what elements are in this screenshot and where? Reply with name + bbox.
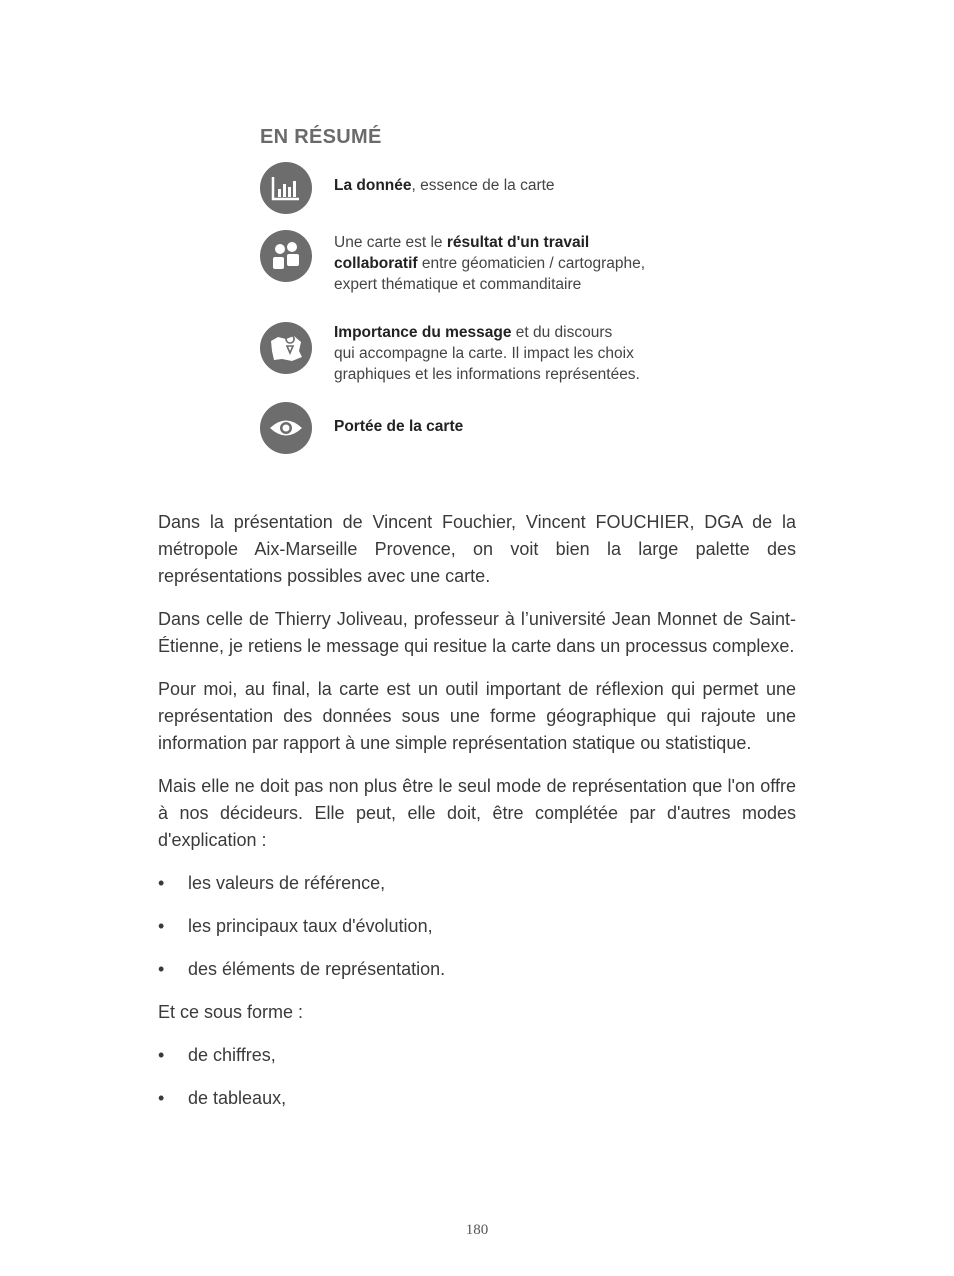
list-item	[158, 913, 796, 940]
summary-bold: résultat d'un travail	[446, 234, 590, 251]
summary-text: graphiques et les informations représentées.	[334, 366, 640, 383]
paragraph: Pour moi, au final, la carte est un outil important de réflexion qui permet une représentation des données sous une forme géographique qui rajoute une information par rapport à une simple représentation statique ou statistique.	[158, 679, 796, 753]
paragraph: Et ce sous forme :	[158, 1002, 304, 1022]
summary-text: entre géomaticien / cartographe,	[417, 255, 646, 272]
summary-bold: Importance du message	[334, 324, 512, 341]
list-item-text: des éléments de représentation.	[188, 959, 446, 979]
list-item	[158, 956, 796, 983]
bullet-icon: •	[158, 873, 165, 893]
collaboration-icon	[260, 230, 312, 282]
summary-bold: La donnée	[334, 177, 412, 194]
paragraph: Dans celle de Thierry Joliveau, professeur à l’université Jean Monnet de Saint-Étienne, je retiens le message qui resitue la carte dans un processus complexe.	[158, 609, 796, 656]
list-item-text: de chiffres,	[188, 1045, 276, 1065]
summary-text: expert thématique et commanditaire	[334, 276, 582, 293]
list-item	[158, 1042, 796, 1069]
summary-box	[258, 126, 698, 435]
summary-item-scope	[260, 402, 464, 454]
summary-text: et du discours	[511, 324, 613, 341]
eye-icon	[260, 402, 312, 454]
bullet-icon: •	[158, 959, 165, 979]
list-item-text: de tableaux,	[188, 1088, 287, 1108]
bullet-icon: •	[158, 1045, 165, 1065]
bullet-icon: •	[158, 1088, 165, 1108]
bullet-icon: •	[158, 916, 165, 936]
summary-bold: collaboratif	[334, 255, 418, 272]
paragraph: Mais elle ne doit pas non plus être le seul mode de représentation que l'on offre à nos décideurs. Elle peut, elle doit, être complétée par d'autres modes d'explication :	[158, 776, 796, 850]
list-item	[158, 1085, 796, 1112]
summary-text: , essence de la carte	[411, 177, 555, 194]
bar-chart-icon	[260, 162, 312, 214]
summary-text: Une carte est le	[334, 234, 447, 251]
summary-title: EN RÉSUMÉ	[260, 126, 382, 148]
body-text	[158, 509, 796, 1128]
map-pin-icon	[260, 322, 312, 374]
summary-item-data	[260, 162, 555, 214]
list-item-text: les valeurs de référence,	[188, 873, 386, 893]
summary-item-message	[260, 322, 640, 383]
paragraph: Dans la présentation de Vincent Fouchier, Vincent FOUCHIER, DGA de la métropole Aix-Marseille Provence, on voit bien la large palette des représentations possibles avec une carte.	[158, 512, 796, 586]
summary-bold: Portée de la carte	[334, 418, 464, 435]
list-item-text: les principaux taux d'évolution,	[188, 916, 433, 936]
list-item	[158, 870, 796, 897]
summary-item-collaboration	[260, 230, 646, 293]
page-number: 180	[465, 1222, 489, 1238]
summary-text: qui accompagne la carte. Il impact les choix	[334, 345, 634, 362]
